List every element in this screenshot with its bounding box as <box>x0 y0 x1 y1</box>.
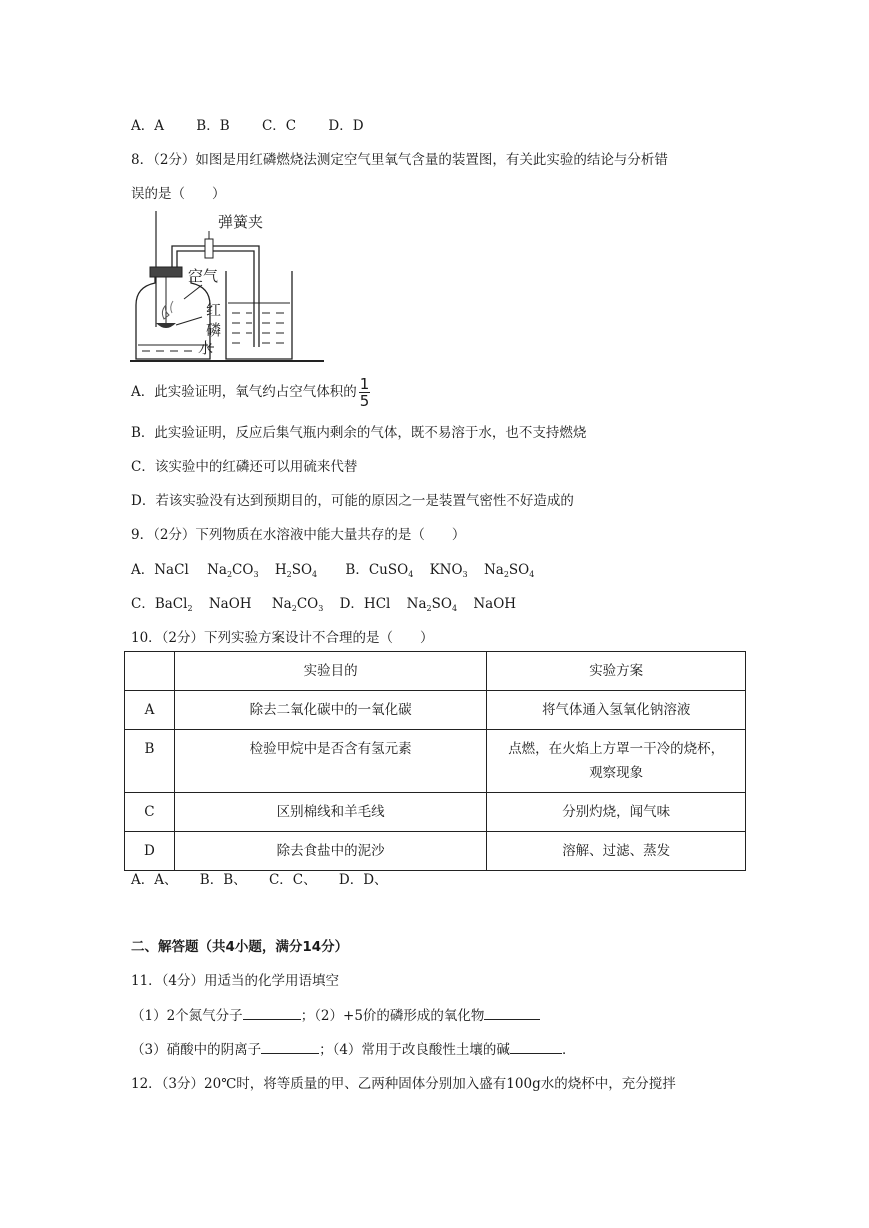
q11-stem: 11．（4分）用适当的化学用语填空 <box>131 973 340 989</box>
row-plan: 溶解、过滤、蒸发 <box>487 832 746 871</box>
table-header-cell: 实验方案 <box>487 652 746 691</box>
row-goal: 除去食盐中的泥沙 <box>174 832 486 871</box>
fraction-denominator: 5 <box>359 392 370 410</box>
q11-line1: （1）2个氮气分子 ；（2）+5价的磷形成的氧化物 <box>131 1004 540 1024</box>
row-goal: 检验甲烷中是否含有氢元素 <box>174 730 486 793</box>
figure-label-water: 水 <box>198 339 214 357</box>
q9-stem: 9．（2分）下列物质在水溶液中能大量共存的是（ ） <box>131 527 466 543</box>
row-label: D <box>125 832 175 871</box>
q7-option-c: C．C <box>261 118 297 134</box>
q10-option-c: C．C、 <box>268 872 317 888</box>
answer-blank[interactable] <box>243 1005 301 1020</box>
fraction-numerator: 1 <box>359 375 370 393</box>
table-header-cell <box>125 652 175 691</box>
q7-option-d: D．D <box>328 118 364 134</box>
row-label: B <box>125 730 175 793</box>
table-row <box>125 793 746 832</box>
q9-options-ab: A．NaCl $Na_2CO_3$ $H_2SO_4$ B．CuSO$_4$ $KNO_3$ $Na_2SO_4$ <box>131 562 535 579</box>
fraction <box>359 376 371 409</box>
q10-options <box>131 868 388 888</box>
answer-blank[interactable] <box>261 1039 319 1054</box>
q7-options <box>131 114 364 134</box>
figure-label-air: 空气 <box>188 267 219 285</box>
row-goal: 区别棉线和羊毛线 <box>174 793 486 832</box>
row-goal: 除去二氧化碳中的一氧化碳 <box>174 691 486 730</box>
q8-stem-line1: 8．（2分）如图是用红磷燃烧法测定空气里氧气含量的装置图，有关此实验的结论与分析错 <box>131 152 668 168</box>
q12-stem: 12．（3分）20℃时，将等质量的甲、乙两种固体分别加入盛有100g水的烧杯中，充分搅拌 <box>131 1076 676 1092</box>
q10-stem: 10．（2分）下列实验方案设计不合理的是（ ） <box>131 630 434 646</box>
q8-option-a: A．此实验证明，氧气约占空气体积的 $\frac{1}{5}$ <box>131 375 370 410</box>
q8-option-c: C．该实验中的红磷还可以用硫来代替 <box>131 459 358 475</box>
row-label: C <box>125 793 175 832</box>
figure-label-phos1: 红 <box>206 301 222 319</box>
q10-option-a: A．A、 <box>131 872 178 888</box>
table-row <box>125 691 746 730</box>
q9-options-cd: C．BaCl$_2$ NaOH $Na_2CO_3$ D．HCl $Na_2SO_4$ NaOH <box>131 596 517 613</box>
row-plan: 分别灼烧，闻气味 <box>487 793 746 832</box>
q8-option-b: B．此实验证明，反应后集气瓶内剩余的气体，既不易溶于水，也不支持燃烧 <box>131 425 587 441</box>
q8-apparatus-figure <box>128 209 328 365</box>
answer-blank[interactable] <box>484 1005 540 1020</box>
figure-label-clamp: 弹簧夹 <box>218 213 264 231</box>
row-plan: 点燃，在火焰上方罩一干冷的烧杯， 观察现象 <box>487 730 746 793</box>
q8-stem-line2: 误的是（ ） <box>131 186 226 202</box>
row-label: A <box>125 691 175 730</box>
table-header-cell: 实验目的 <box>174 652 486 691</box>
q10-option-b: B．B、 <box>199 872 247 888</box>
row-plan: 将气体通入氢氧化钠溶液 <box>487 691 746 730</box>
section-heading: 二、解答题（共4小题，满分14分） <box>131 939 349 955</box>
answer-blank[interactable] <box>510 1039 562 1054</box>
q11-line2: （3）硝酸中的阴离子 ；（4）常用于改良酸性土壤的碱 ． <box>131 1038 575 1058</box>
table-header-row <box>125 652 746 691</box>
q10-option-d: D．D、 <box>338 872 388 888</box>
q7-option-a: A．A <box>131 118 164 134</box>
figure-label-phos2: 磷 <box>206 321 222 339</box>
q10-table <box>124 651 746 871</box>
q8-option-d: D．若该实验没有达到预期目的，可能的原因之一是装置气密性不好造成的 <box>131 493 574 509</box>
q7-option-b: B．B <box>196 118 230 134</box>
table-row <box>125 832 746 871</box>
table-row <box>125 730 746 793</box>
